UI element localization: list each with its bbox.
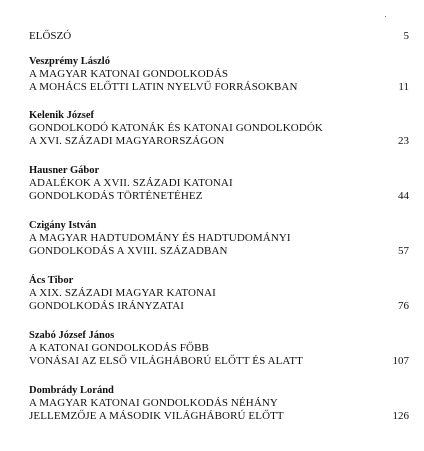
entry-page-number: 11 [398, 81, 409, 93]
entry-author: Kelenik József [29, 110, 95, 121]
entry-page-number: 76 [398, 300, 409, 312]
entry-page-number: 23 [398, 135, 409, 147]
entry-title-line: A KATONAI GONDOLKODÁS FŐBB [29, 342, 209, 354]
entry-author: Czigány István [29, 220, 97, 231]
entry-page-number: 44 [398, 190, 409, 202]
entry-author: Ács Tibor [29, 275, 74, 286]
entry-title-line: A MOHÁCS ELŐTTI LATIN NYELVŰ FORRÁSOKBAN [29, 81, 298, 93]
entry-page-number: 107 [392, 355, 409, 367]
entry-page-number: 126 [392, 410, 409, 422]
toc-entry [29, 330, 409, 368]
foreword-label: ELŐSZÓ [29, 30, 72, 42]
toc-entry [29, 110, 409, 148]
entry-author: Veszprémy László [29, 56, 110, 67]
entry-title-line: A MAGYAR KATONAI GONDOLKODÁS NÉHÁNY [29, 397, 278, 409]
toc-entry [29, 275, 409, 313]
entry-title-line: GONDOLKODÓ KATONÁK ÉS KATONAI GONDOLKODÓK [29, 122, 323, 134]
entry-title-line: GONDOLKODÁS TÖRTÉNETÉHEZ [29, 190, 203, 202]
toc-entry [29, 165, 409, 203]
entry-title-line: GONDOLKODÁS IRÁNYZATAI [29, 300, 185, 312]
entry-title-line: GONDOLKODÁS A XVIII. SZÁZADBAN [29, 245, 228, 257]
entry-page-number: 57 [398, 245, 409, 257]
entry-title-line: A MAGYAR HADTUDOMÁNY ÉS HADTUDOMÁNYI [29, 232, 291, 244]
toc-entry [29, 385, 409, 423]
entry-title-line: ADALÉKOK A XVII. SZÁZADI KATONAI [29, 177, 233, 189]
entry-author: Dombrády Loránd [29, 385, 114, 396]
entry-author: Szabó József János [29, 330, 115, 341]
entry-title-line: VONÁSAI AZ ELSŐ VILÁGHÁBORÚ ELŐTT ÉS ALATT [29, 355, 303, 367]
entry-title-line: A XIX. SZÁZADI MAGYAR KATONAI [29, 287, 216, 299]
speck [385, 16, 386, 17]
entry-author: Hausner Gábor [29, 165, 100, 176]
entry-title-line: A XVI. SZÁZADI MAGYARORSZÁGON [29, 135, 225, 147]
foreword-page-number: 5 [403, 30, 409, 42]
toc-entry [29, 220, 409, 258]
toc-foreword [29, 30, 409, 43]
entry-title-line: JELLEMZŐJE A MÁSODIK VILÁGHÁBORÚ ELŐTT [29, 410, 284, 422]
toc-entry [29, 56, 409, 94]
entry-title-line: A MAGYAR KATONAI GONDOLKODÁS [29, 68, 229, 80]
